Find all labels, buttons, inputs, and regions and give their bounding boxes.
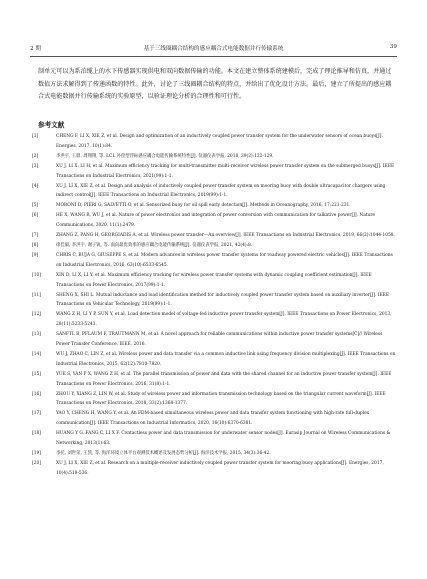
reference-number: [20] xyxy=(32,460,41,466)
reference-text: 李洪宇, 王鼎, 周翔翔, 等. LCL 补偿型浮标感应耦合电能传输系统特性[J]. 仪器仪表学报, 2018, 39(2):122-129. xyxy=(56,153,274,159)
reference-text: ZHOU Y, XIANG Z, LIN W, et al. Study of wireless power and information transmission technology based on the triangular current waveform[J]. IEEE Transactions on Power Electronics, 2018, 33(2):1368-1377. xyxy=(56,391,386,407)
reference-number: [6] xyxy=(32,213,39,219)
reference-item xyxy=(32,251,397,271)
reference-number: [16] xyxy=(32,391,41,397)
reference-item xyxy=(32,152,397,162)
reference-text: SANFTL B, PFLAUM F, TRAUTMANN M, et al. A novel approach for reliable communications within inductive power transfer systems[C]// Wireless Power Transfer Conference. IEEE, 2016. xyxy=(56,332,383,348)
reference-item xyxy=(32,370,397,390)
body-paragraph: 制单元可以为系泊缆上的水下传感器实现供电和双向数据传输的功能。本文在建立整体系统建模后，完成了理论推导和仿真，并通过数值方法求解得到了传递函数的特性。此外，讨论了三线圈耦合结构的特点，并给出了优化设计方法。最后，建立了所提出的感应耦合式电能数据并行传输系统的实验原型，以验证理论分析的合理性和可行性。 xyxy=(38,68,392,100)
running-header xyxy=(30,44,397,56)
reference-item xyxy=(32,182,397,202)
reference-number: [13] xyxy=(32,332,41,338)
reference-item xyxy=(32,201,397,211)
reference-text: YAO Y, CHENG H, WANG Y, et al. An FDM-based simultaneous wireless power and data transfer system functioning with high-rate full-duplex communication[J]. IEEE Transactions on Industrial Informatics, 2020, 16(10):6370-6381. xyxy=(56,411,370,427)
reference-number: [11] xyxy=(32,292,41,298)
page-number: 39 xyxy=(389,44,397,50)
reference-number: [15] xyxy=(32,371,41,377)
running-title: 基于三线圈耦合结构的感应耦合式电能数据并行传输系统 xyxy=(143,46,284,52)
reference-number: [5] xyxy=(32,203,39,209)
reference-number: [1] xyxy=(32,134,39,139)
reference-item xyxy=(32,330,397,350)
reference-item xyxy=(32,459,397,479)
reference-item xyxy=(32,231,397,241)
reference-number: [18] xyxy=(32,431,41,437)
references-heading: 参考文献 xyxy=(38,121,65,129)
reference-text: CHENG F, LI X, XIE Z, et al. Design and optimization of an inductively coupled power transfer system for the underwater sensors of ocean buoys[J]. Energies, 2017, 10(1):84. xyxy=(56,134,383,149)
reference-text: HE X, WANG R, WU J, et al. Nature of power electronics and integration of power conversion with communication for talkative power[J]. Nature Communications, 2020, 11(1):2479. xyxy=(56,213,375,229)
reference-text: WANG Z H, LI Y P, SUN Y, et al. Load detection model of voltage-fed inductive power transfer system[J]. IEEE Transactions on Power Electronics, 2013, 28(11):5233-5243. xyxy=(56,312,392,328)
reference-number: [12] xyxy=(32,312,41,318)
reference-number: [10] xyxy=(32,272,41,278)
reference-text: WU J, ZHAO C, LIN Z, et al. Wireless power and data transfer via a common inductive link using frequency division multiplexing[J]. IEEE Transactions on Industrial Electronics, 2015, 62(12):7810-7820. xyxy=(56,351,396,367)
reference-number: [8] xyxy=(32,242,39,248)
reference-text: XIN D, LI X, LI Y, et al. Maximum efficiency tracking for wireless power transfer systems with dynamic coupling coefficient estimation[J]. IEEE Transactions on Power Electronics, 2017(99):1-1. xyxy=(56,272,372,288)
reference-item xyxy=(32,211,397,231)
reference-item xyxy=(32,132,397,152)
reference-number: [4] xyxy=(32,183,39,189)
reference-item xyxy=(32,241,397,251)
reference-number: [7] xyxy=(32,233,39,239)
reference-item xyxy=(32,409,397,429)
reference-text: 徐佳毅, 李洪宇, 谢子锐, 等. 面向最优效率的感应耦合电能传输系统[J]. 仪器仪表学报, 2021, 42(4):8. xyxy=(56,242,253,248)
header-rule xyxy=(30,56,397,57)
issue-number: 2 期 xyxy=(30,46,41,52)
reference-item xyxy=(32,390,397,410)
reference-text: XU J, LI X, LI H, et al. Maximum efficiency tracking for multi-transmitter multi-receiver wireless power transfer system on the submerged buoys[J]. IEEE Transactions on Industrial Electronics, 2021(99):1-1. xyxy=(56,163,395,179)
reference-text: HUANG Y G, FANG C, LI X F. Contactless power and data transmission for underwater sensor nodes[J]. Eurasip Journal on Wireless Communications & Networking, 2013(1):63. xyxy=(56,431,391,447)
reference-number: [17] xyxy=(32,411,41,417)
reference-item xyxy=(32,271,397,291)
reference-text: 李托, 刘世荣, 王凯, 等. 海洋环境立体平台观测技术概述及发展态势分析[J]. 海洋技术学报, 2015, 34(3):36-42. xyxy=(56,451,271,456)
reference-number: [3] xyxy=(32,163,39,169)
reference-number: [14] xyxy=(32,351,41,357)
reference-item xyxy=(32,449,397,459)
reference-item xyxy=(32,429,397,449)
reference-number: [19] xyxy=(32,451,41,456)
reference-number: [2] xyxy=(32,153,39,159)
reference-text: YUE S, YAN P X, WANG Z H, et al. The parallel transmission of power and data with the shared channel for an inductive power transfer system[J]. IEEE Transactions on Power Electronics, 2016, 31(8):1-1. xyxy=(56,371,392,387)
reference-text: MORONI D, PIERI G, SALVETTI O, et al. Sensorized buoy for oil spill early detection[J]. Methods in Oceanography, 2016, 17:221-231. xyxy=(56,203,351,209)
reference-list xyxy=(32,132,397,479)
reference-number: [9] xyxy=(32,252,39,258)
reference-text: XU J, LI X, XIE Z, et al. Research on a multiple-receiver inductively coupled power transfer system for mooring buoy applications[J]. Energies, 2017, 10(4):519-536. xyxy=(56,460,384,476)
reference-text: ZHANG Z, PANG H, GEORGIADIS A, et al. Wireless power transfer—An overview[J]. IEEE Transactions on Industrial Electronics, 2019, 66(2):1044-1058. xyxy=(56,233,395,239)
reference-item xyxy=(32,310,397,330)
reference-text: CHRIS C, BUJA G, GIUSEPPE S, et al. Modern advances in wireless power transfer systems for roadway powered electric vehicles[J]. IEEE Transactions on Industrial Electronics, 2016, 63(10):6533-6545. xyxy=(56,252,393,268)
reference-text: SHENG X, SHI L. Mutual inductance and load identification method for inductively coupled power transfer system based on auxiliary inverter[J]. IEEE Transactions on Vehicular Technology, 2019(99):1-1. xyxy=(56,292,390,308)
reference-item xyxy=(32,350,397,370)
reference-item xyxy=(32,162,397,182)
reference-text: XU J, LI X, XIE Z, et al. Design and analysis of inductively coupled power transfer system on mooring buoy with double ultracapacitor chargers using indirect control[J]. IEEE Transactions on Industrial Electronics, 2019(99):1-1. xyxy=(56,183,386,199)
reference-item xyxy=(32,291,397,311)
